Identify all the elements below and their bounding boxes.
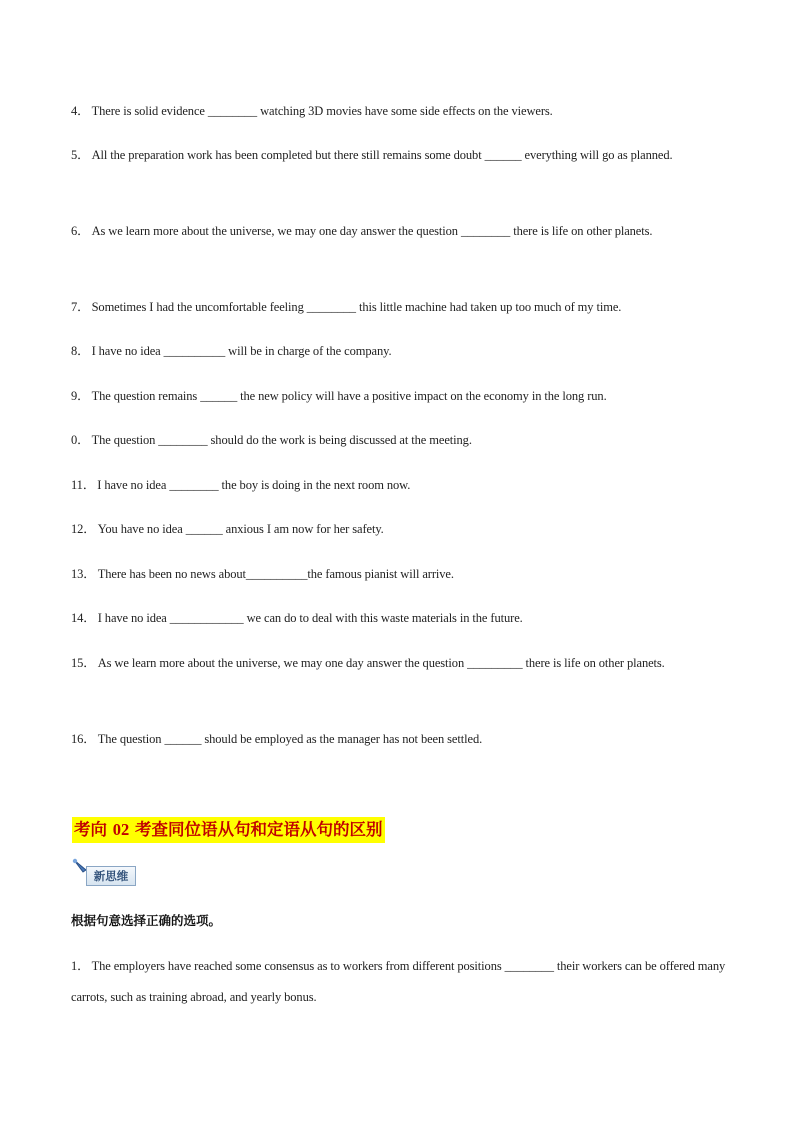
question-text: You have no idea ______ anxious I am now for her safety. bbox=[97, 522, 384, 536]
question-16 bbox=[71, 724, 726, 755]
question-14 bbox=[71, 603, 726, 634]
question-text: As we learn more about the universe, we may one day answer the question ________ there is life on other planets. bbox=[91, 224, 653, 238]
question-number: 6． bbox=[71, 224, 90, 238]
question-number: 8． bbox=[71, 344, 90, 358]
question-number: 11． bbox=[71, 478, 96, 492]
question-number: 12． bbox=[71, 522, 96, 536]
section-title: 考查同位语从句和定语从句的区别 bbox=[135, 820, 383, 839]
question-number: 9． bbox=[71, 389, 90, 403]
question-text: Sometimes I had the uncomfortable feeling ________ this little machine had taken up too much of my time. bbox=[91, 300, 622, 314]
new-thinking-badge bbox=[72, 858, 142, 888]
question-text: There has been no news about__________the famous pianist will arrive. bbox=[97, 567, 454, 581]
section-question-1 bbox=[71, 951, 726, 1013]
question-13 bbox=[71, 559, 726, 590]
question-text: I have no idea ________ the boy is doing in the next room now. bbox=[97, 478, 411, 492]
question-text: I have no idea __________ will be in charge of the company. bbox=[91, 344, 392, 358]
question-10 bbox=[71, 425, 726, 456]
instruction-text: 根据句意选择正确的选项。 bbox=[71, 913, 222, 928]
question-9 bbox=[71, 381, 726, 412]
badge-label: 新思维 bbox=[86, 866, 136, 886]
question-text: I have no idea ____________ we can do to deal with this waste materials in the future. bbox=[97, 611, 523, 625]
question-number: 1． bbox=[71, 959, 90, 973]
question-number: 0． bbox=[71, 433, 90, 447]
section-heading bbox=[72, 817, 385, 843]
question-number: 15． bbox=[71, 656, 96, 670]
question-7 bbox=[71, 292, 726, 323]
question-number: 7． bbox=[71, 300, 90, 314]
question-6 bbox=[71, 216, 726, 247]
question-text: The question ______ should be employed as the manager has not been settled. bbox=[97, 732, 483, 746]
question-number: 5． bbox=[71, 148, 90, 162]
question-text: The question remains ______ the new policy will have a positive impact on the economy in the long run. bbox=[91, 389, 607, 403]
question-text: The question ________ should do the work is being discussed at the meeting. bbox=[91, 433, 472, 447]
question-8 bbox=[71, 336, 726, 367]
question-number: 16． bbox=[71, 732, 96, 746]
question-5 bbox=[71, 140, 726, 171]
section-prefix: 考向 bbox=[74, 820, 107, 839]
question-number: 14． bbox=[71, 611, 96, 625]
question-12 bbox=[71, 514, 726, 545]
question-number: 13． bbox=[71, 567, 96, 581]
question-text: All the preparation work has been completed but there still remains some doubt ______ everything will go as planned. bbox=[91, 148, 673, 162]
section-code: 02 bbox=[112, 820, 130, 839]
question-text: The employers have reached some consensus as to workers from different positions ________ their workers can be offered many carrots, such as training abroad, and yearly bonus. bbox=[71, 959, 726, 1004]
question-11 bbox=[71, 470, 726, 501]
question-15 bbox=[71, 648, 726, 679]
question-number: 4． bbox=[71, 104, 90, 118]
question-4 bbox=[71, 96, 726, 127]
question-text: As we learn more about the universe, we may one day answer the question _________ there is life on other planets. bbox=[97, 656, 665, 670]
question-text: There is solid evidence ________ watching 3D movies have some side effects on the viewers. bbox=[91, 104, 553, 118]
